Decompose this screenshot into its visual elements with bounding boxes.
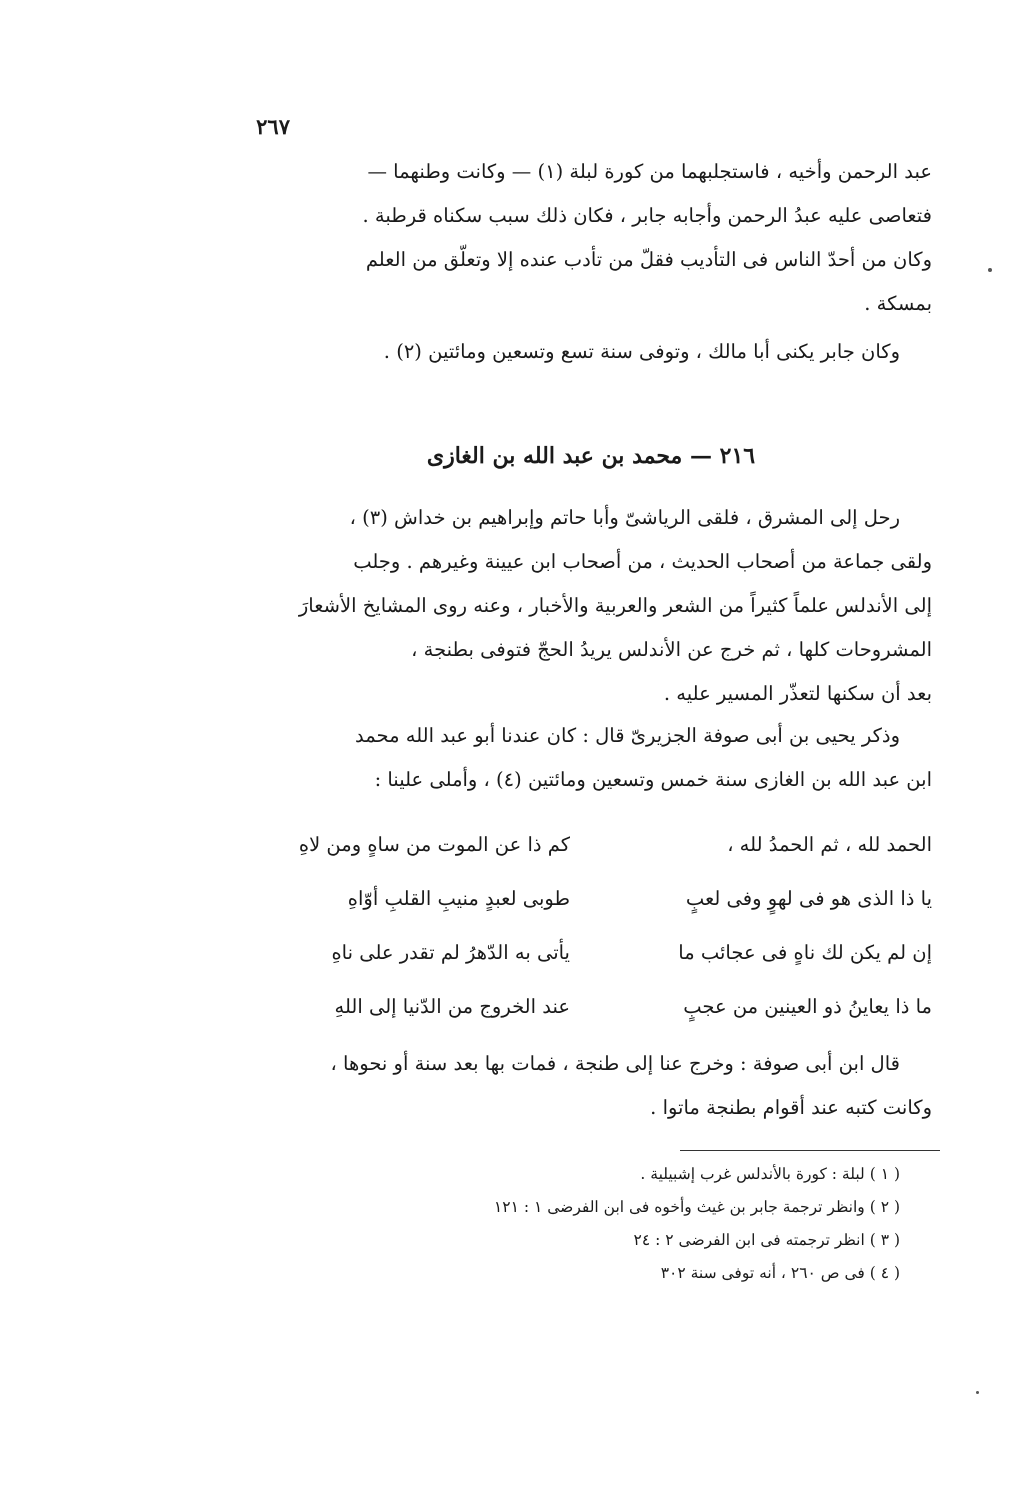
entry-heading: ٢١٦ — محمد بن عبد الله بن الغازى xyxy=(426,443,756,469)
footnote: ( ٢ ) وانظر ترجمة جابر بن غيث وأخوه فى ابن الفرضى ١ : ١٢١ xyxy=(493,1198,900,1216)
text-line: بعد أن سكنها لتعذّر المسير عليه . xyxy=(663,682,932,705)
text-line: بمسكة . xyxy=(864,292,932,315)
verse-first-hemistich: إن لم يكن لك ناهٍ فى عجائب ما xyxy=(678,941,932,964)
verse-first-hemistich: ما ذا يعاينُ ذو العينين من عجبٍ xyxy=(683,995,932,1018)
verse-second-hemistich: يأتى به الدّهرُ لم تقدر على ناهِ xyxy=(331,941,570,964)
top-paragraph xyxy=(250,150,932,326)
poem-verse xyxy=(250,926,932,980)
biography-paragraph xyxy=(250,496,932,716)
footnote: ( ١ ) لبلة : كورة بالأندلس غرب إشبيلية . xyxy=(640,1165,900,1183)
footnote: ( ٣ ) انظر ترجمته فى ابن الفرضى ٢ : ٢٤ xyxy=(633,1231,900,1249)
text-line: ولقى جماعة من أصحاب الحديث ، من أصحاب ابن عيينة وغيرهم . وجلب xyxy=(353,550,932,573)
text-line: المشروحات كلها ، ثم خرج عن الأندلس يريدُ الحجّ فتوفى بطنجة ، xyxy=(411,638,932,661)
text-line: فتعاصى عليه عبدُ الرحمن وأجابه جابر ، فكان ذلك سبب سكناه قرطبة . xyxy=(362,204,932,227)
scan-speck xyxy=(988,268,992,272)
text-line: وكانت كتبه عند أقوام بطنجة ماتوا . xyxy=(650,1096,932,1119)
verse-first-hemistich: يا ذا الذى هو فى لهوٍ وفى لعبٍ xyxy=(685,887,932,910)
scan-speck xyxy=(976,1391,979,1394)
poem-verse xyxy=(250,872,932,926)
verse-first-hemistich: الحمد لله ، ثم الحمدُ لله ، xyxy=(727,833,932,856)
text-line: إلى الأندلس علماً كثيراً من الشعر والعربية والأخبار ، وعنه روى المشايخ الأشعارَ xyxy=(298,594,932,617)
poem-verse xyxy=(250,980,932,1034)
footnote-divider xyxy=(680,1150,940,1151)
text-line: وكان جابر يكنى أبا مالك ، وتوفى سنة تسع وتسعين ومائتين (٢) . xyxy=(383,340,900,363)
narration-paragraph xyxy=(250,714,932,802)
text-line: قال ابن أبى صوفة : وخرج عنا إلى طنجة ، فمات بها بعد سنة أو نحوها ، xyxy=(330,1052,900,1075)
page-number: ٢٦٧ xyxy=(256,114,290,139)
text-line: ابن عبد الله بن الغازى سنة خمس وتسعين ومائتين (٤) ، وأملى علينا : xyxy=(374,768,932,791)
text-line: وكان من أحدّ الناس فى التأديب فقلّ من تأدب عنده إلا وتعلّق من العلم xyxy=(365,248,932,271)
text-line: رحل إلى المشرق ، فلقى الرياشىّ وأبا حاتم وإبراهيم بن خداش (٣) ، xyxy=(349,506,900,529)
closing-paragraph xyxy=(250,1042,932,1130)
footnote: ( ٤ ) فى ص ٢٦٠ ، أنه توفى سنة ٣٠٢ xyxy=(660,1264,900,1282)
poem-verse xyxy=(250,818,932,872)
poem xyxy=(250,818,932,1034)
footnotes xyxy=(400,1158,900,1290)
verse-second-hemistich: كم ذا عن الموت من ساهٍ ومن لاهِ xyxy=(298,833,570,856)
verse-second-hemistich: طوبى لعبدٍ منيبِ القلبِ أوّاهِ xyxy=(347,887,570,910)
top-closing-paragraph xyxy=(250,330,932,374)
text-line: وذكر يحيى بن أبى صوفة الجزيرىّ قال : كان عندنا أبو عبد الله محمد xyxy=(355,724,900,747)
text-line: عبد الرحمن وأخيه ، فاستجلبهما من كورة لبلة (١) — وكانت وطنهما — xyxy=(367,160,932,183)
verse-second-hemistich: عند الخروج من الدّنيا إلى اللهِ xyxy=(334,995,570,1018)
